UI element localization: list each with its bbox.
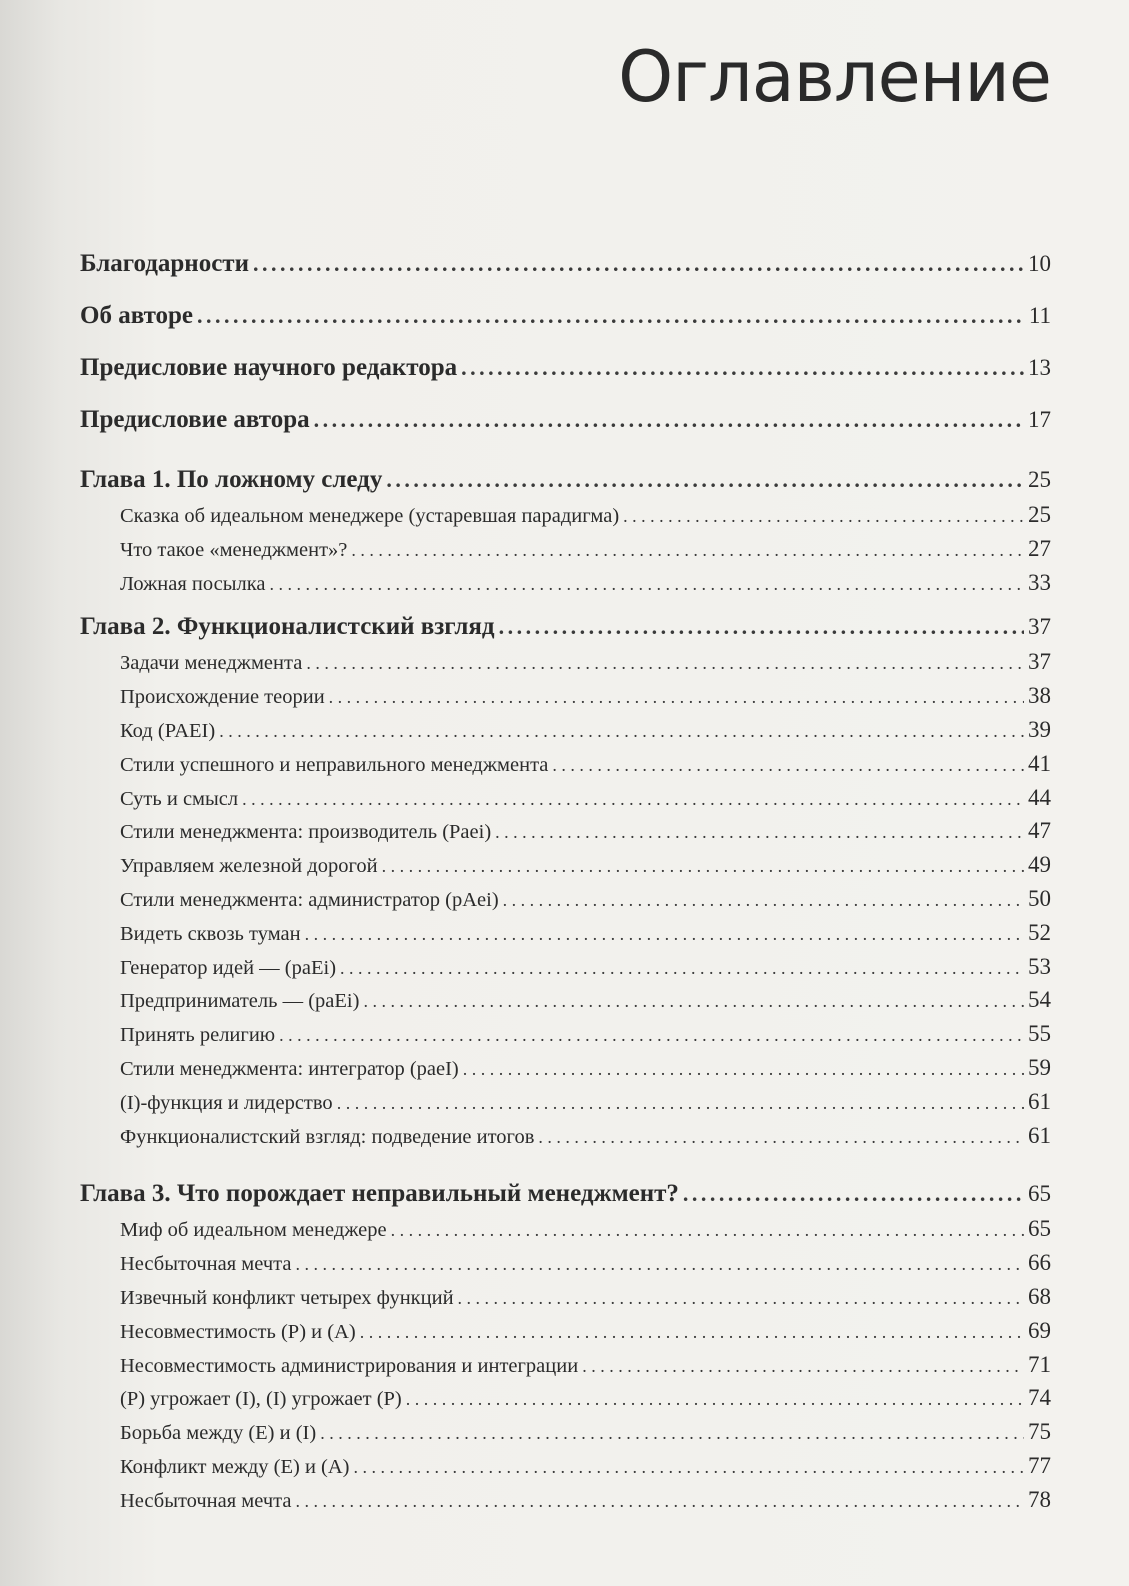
- dot-leader: [461, 348, 1024, 388]
- toc-page-number: 27: [1028, 535, 1051, 561]
- toc-page-number: 17: [1028, 407, 1051, 432]
- toc-page-number: 49: [1028, 852, 1051, 878]
- toc-page-number: 54: [1028, 987, 1051, 1013]
- section-title: Сказка об идеальном менеджере (устаревшая парадигма): [120, 505, 620, 527]
- section-title: Стили успешного и неправильного менеджмента: [120, 753, 549, 776]
- toc-page-number: 33: [1028, 569, 1051, 595]
- section-title: Миф об идеальном менеджере: [120, 1219, 387, 1242]
- toc-page-number: 52: [1028, 919, 1051, 945]
- section-title: Стили менеджмента: интегратор (paeI): [120, 1057, 459, 1080]
- dot-leader: [552, 749, 1024, 783]
- toc-section[interactable]: [80, 498, 1051, 532]
- section-title: Код (PAEI): [120, 719, 216, 742]
- dot-leader: [197, 296, 1025, 336]
- dot-leader: [623, 500, 1024, 534]
- section-title: Предприниматель — (paEi): [120, 990, 360, 1013]
- toc-entry-author-preface[interactable]: [80, 400, 1051, 452]
- toc-section[interactable]: [80, 1085, 1051, 1119]
- chapter-spacer: [80, 1152, 1051, 1166]
- toc-page-number: 47: [1028, 818, 1051, 844]
- dot-leader: [270, 568, 1024, 602]
- toc-page-number: 74: [1028, 1385, 1051, 1411]
- dot-leader: [406, 1383, 1024, 1417]
- toc-page-number: 25: [1028, 467, 1051, 492]
- dot-leader: [354, 1451, 1024, 1485]
- chapter-1: [80, 462, 1051, 599]
- dot-leader: [386, 462, 1024, 498]
- section-title: Несовместимость администрирования и интеграции: [120, 1354, 579, 1377]
- chapter-title: Глава 2. Функционалистский взгляд: [80, 613, 495, 641]
- dot-leader: [495, 816, 1024, 850]
- toc-page-number: 11: [1028, 303, 1051, 328]
- section-title: Генератор идей — (paEi): [120, 956, 337, 979]
- dot-leader: [219, 715, 1024, 749]
- toc-page-number: 61: [1028, 1088, 1051, 1114]
- dot-leader: [329, 681, 1024, 715]
- front-matter-list: [80, 244, 1051, 452]
- toc-section[interactable]: [80, 814, 1051, 848]
- dot-leader: [363, 985, 1024, 1019]
- dot-leader: [296, 1248, 1025, 1282]
- section-title: Стили менеджмента: администратор (pAei): [120, 888, 499, 911]
- toc-section[interactable]: [80, 1381, 1051, 1415]
- dot-leader: [279, 1019, 1024, 1053]
- section-title: Принять религию: [120, 1024, 276, 1047]
- dot-leader: [337, 1087, 1024, 1121]
- toc-section[interactable]: [80, 1348, 1051, 1382]
- toc-section[interactable]: [80, 1119, 1051, 1153]
- toc-section[interactable]: [80, 1415, 1051, 1449]
- toc-section[interactable]: [80, 1483, 1051, 1517]
- toc-page-number: 71: [1028, 1351, 1051, 1377]
- dot-leader: [538, 1121, 1024, 1155]
- toc-section[interactable]: [80, 1280, 1051, 1314]
- toc-section[interactable]: [80, 1246, 1051, 1280]
- section-title: Управляем железной дорогой: [120, 855, 378, 878]
- dot-leader: [320, 1417, 1024, 1451]
- section-title: Функционалистский взгляд: подведение итогов: [120, 1125, 535, 1148]
- toc-section[interactable]: [80, 1314, 1051, 1348]
- toc-page-number: 44: [1028, 784, 1051, 810]
- section-title: Стили менеджмента: производитель (Paei): [120, 821, 492, 844]
- toc-section[interactable]: [80, 882, 1051, 916]
- toc-section[interactable]: [80, 713, 1051, 747]
- dot-leader: [306, 647, 1024, 681]
- toc-section[interactable]: [80, 679, 1051, 713]
- toc-page-number: 68: [1028, 1283, 1051, 1309]
- dot-leader: [360, 1316, 1024, 1350]
- toc-page-number: 65: [1028, 1216, 1051, 1242]
- page-title: Оглавление: [618, 36, 1051, 118]
- toc-section[interactable]: [80, 645, 1051, 679]
- toc-page-number: 65: [1028, 1181, 1051, 1207]
- dot-leader: [503, 884, 1024, 918]
- toc-chapter-2[interactable]: [80, 609, 1051, 645]
- toc-section[interactable]: [80, 1017, 1051, 1051]
- toc-chapter-3[interactable]: [80, 1176, 1051, 1212]
- toc-page-number: 37: [1028, 649, 1051, 675]
- chapter-3: [80, 1176, 1051, 1516]
- dot-leader: [382, 850, 1024, 884]
- dot-leader: [463, 1053, 1024, 1087]
- chapter-title: Глава 3. Что порождает неправильный менеджмент?: [80, 1180, 679, 1208]
- dot-leader: [351, 534, 1024, 568]
- section-title: (P) угрожает (I), (I) угрожает (P): [120, 1388, 402, 1411]
- section-title: Извечный конфликт четырех функций: [120, 1286, 454, 1309]
- toc-page-number: 66: [1028, 1250, 1051, 1276]
- dot-leader: [305, 918, 1024, 952]
- toc-page-number: 55: [1028, 1021, 1051, 1047]
- section-title: Несбыточная мечта: [120, 1253, 292, 1276]
- toc-page-number: 53: [1028, 953, 1051, 979]
- dot-leader: [314, 400, 1024, 440]
- toc-page-number: 78: [1028, 1486, 1051, 1512]
- toc-section[interactable]: [80, 983, 1051, 1017]
- toc-entry-about-author[interactable]: [80, 296, 1051, 348]
- toc-chapter-1[interactable]: [80, 462, 1051, 498]
- toc-section[interactable]: [80, 781, 1051, 815]
- section-title: Борьба между (E) и (I): [120, 1422, 317, 1445]
- toc-page-number: 59: [1028, 1054, 1051, 1080]
- section-title: Суть и смысл: [120, 787, 239, 810]
- toc-section[interactable]: [80, 747, 1051, 781]
- toc-page-number: 61: [1028, 1122, 1051, 1148]
- toc-section[interactable]: [80, 916, 1051, 950]
- toc-entry-label: Об авторе: [80, 302, 194, 329]
- toc-entry-label: Благодарности: [80, 250, 249, 277]
- dot-leader: [391, 1214, 1024, 1248]
- dot-leader: [340, 952, 1024, 986]
- section-title: (I)-функция и лидерство: [120, 1091, 333, 1114]
- toc-page-number: 77: [1028, 1452, 1051, 1478]
- chapter-2: [80, 609, 1051, 1152]
- toc-page-number: 69: [1028, 1317, 1051, 1343]
- toc-section[interactable]: [80, 950, 1051, 984]
- chapter-title: Глава 1. По ложному следу: [80, 466, 383, 493]
- table-of-contents: [80, 244, 1051, 1517]
- section-title: Задачи менеджмента: [120, 652, 303, 675]
- dot-leader: [296, 1485, 1025, 1519]
- toc-page-number: 75: [1028, 1419, 1051, 1445]
- toc-page-number: 10: [1028, 251, 1051, 276]
- section-title: Ложная посылка: [120, 572, 266, 595]
- toc-page-number: 50: [1028, 885, 1051, 911]
- section-title: Конфликт между (E) и (A): [120, 1455, 350, 1478]
- dot-leader: [458, 1282, 1024, 1316]
- toc-page-number: 41: [1028, 750, 1051, 776]
- toc-section[interactable]: [80, 848, 1051, 882]
- toc-section[interactable]: [80, 1212, 1051, 1246]
- toc-page-number: 37: [1028, 614, 1051, 640]
- toc-entry-acknowledgements[interactable]: [80, 244, 1051, 296]
- toc-entry-label: Предисловие научного редактора: [80, 354, 458, 381]
- section-title: Несбыточная мечта: [120, 1489, 292, 1512]
- toc-section[interactable]: [80, 1051, 1051, 1085]
- toc-section[interactable]: [80, 532, 1051, 566]
- dot-leader: [683, 1176, 1024, 1212]
- dot-leader: [242, 783, 1024, 817]
- toc-section[interactable]: [80, 566, 1051, 600]
- section-title: Происхождение теории: [120, 686, 325, 709]
- dot-leader: [253, 244, 1024, 284]
- toc-page-number: 25: [1028, 502, 1051, 527]
- section-title: Видеть сквозь туман: [120, 922, 301, 945]
- toc-page-number: 13: [1028, 355, 1051, 380]
- toc-page-number: 39: [1028, 716, 1051, 742]
- dot-leader: [499, 609, 1024, 645]
- section-title: Что такое «менеджмент»?: [120, 538, 348, 561]
- toc-entry-label: Предисловие автора: [80, 406, 310, 433]
- section-title: Несовместимость (P) и (A): [120, 1320, 356, 1343]
- toc-section[interactable]: [80, 1449, 1051, 1483]
- toc-entry-editor-preface[interactable]: [80, 348, 1051, 400]
- toc-page-number: 38: [1028, 683, 1051, 709]
- dot-leader: [582, 1350, 1024, 1384]
